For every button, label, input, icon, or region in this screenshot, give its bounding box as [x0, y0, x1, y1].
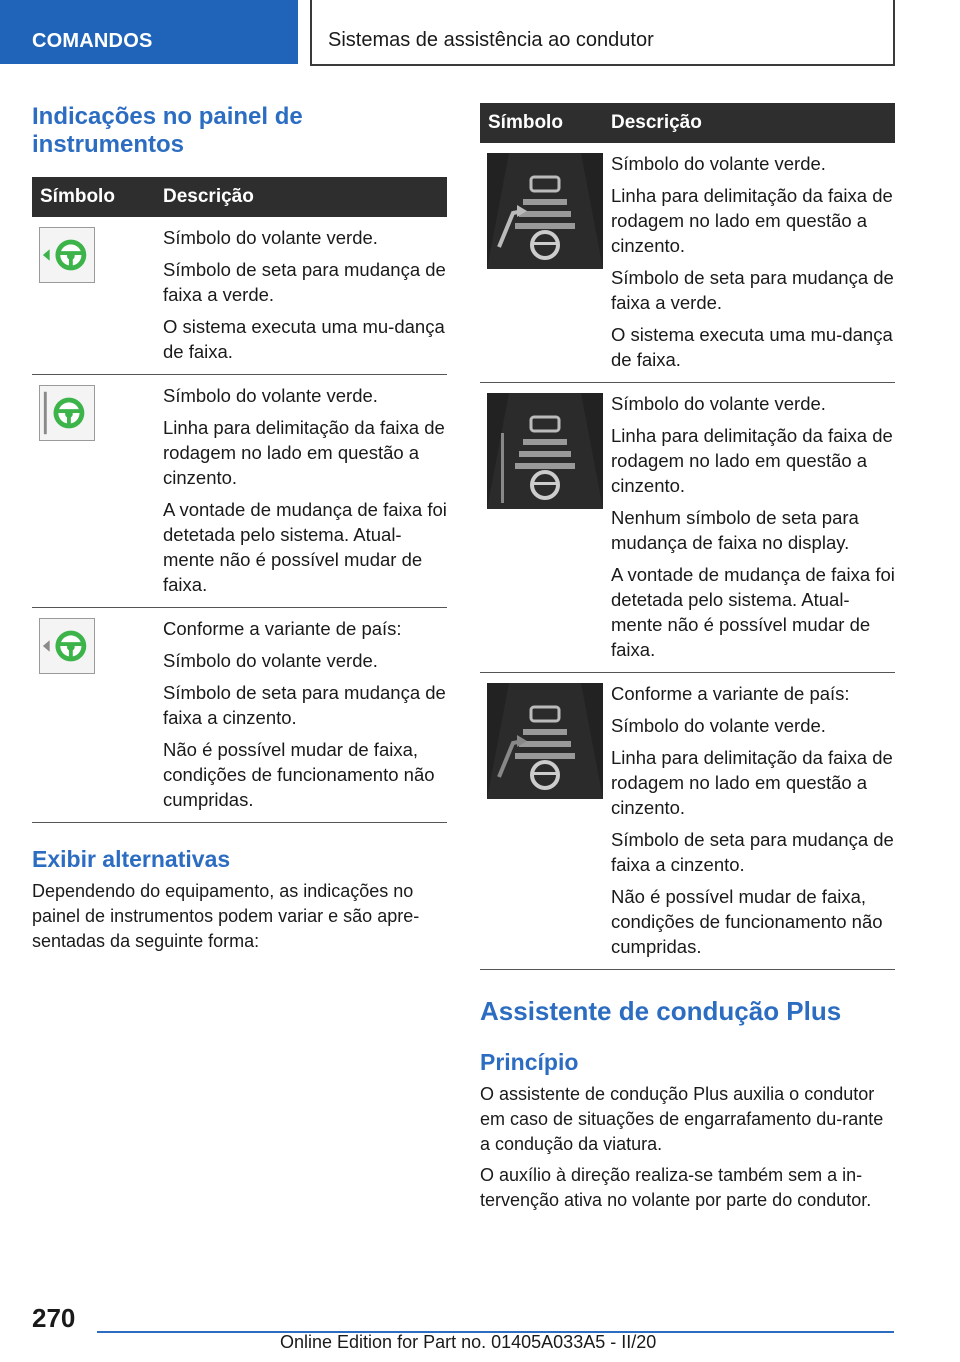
page-header	[0, 0, 960, 66]
lane-change-display-grey-arrow-icon	[487, 683, 603, 799]
steering-wheel-green-arrow-icon	[39, 227, 95, 283]
page-number: 270	[32, 1303, 76, 1333]
left-column	[32, 103, 447, 954]
right-column	[480, 103, 895, 1213]
column-header-description: Descrição	[603, 103, 895, 143]
row-description: Símbolo do volante verde. Símbolo de seta para mudança de faixa a verde. O sistema executa uma mu-dança de faixa.	[155, 217, 447, 375]
paragraph: O assistente de condução Plus auxilia o condutor em caso de situações de engarrafamento du-rante a condução da viatura.	[480, 1084, 884, 1154]
table-row	[32, 217, 447, 375]
subheading-principio: Princípio	[480, 1049, 579, 1075]
row-description: Símbolo do volante verde. Linha para delimitação da faixa de rodagem no lado em questão a cinzento. A vontade de mudança de faixa foi detetada pelo sistema. Atual-mente não é possível mudar de faixa.	[155, 375, 447, 608]
row-description: Conforme a variante de país: Símbolo do volante verde. Linha para delimitação da faixa de rodagem no lado em questão a cinzento. Símbolo de seta para mudança de faixa a cinzento. Não é possível mudar de faixa, condições de funcionamento não cumpridas.	[603, 673, 895, 970]
row-description: Conforme a variante de país: Símbolo do volante verde. Símbolo de seta para mudança de faixa a cinzento. Não é possível mudar de faixa, condições de funcionamento não cumpridas.	[155, 608, 447, 823]
table-row	[32, 608, 447, 823]
column-header-description: Descrição	[155, 177, 447, 217]
lane-change-display-no-arrow-icon	[487, 393, 603, 509]
symbol-table-right	[480, 103, 895, 970]
table-row	[32, 375, 447, 608]
section-heading-assistente: Assistente de condução Plus	[480, 996, 842, 1026]
paragraph: Dependendo do equipamento, as indicações no painel de instrumentos podem variar e são apre-sentadas da seguinte forma:	[32, 881, 420, 951]
paragraph: O auxílio à direção realiza-se também sem a in-tervenção ativa no volante por parte do condutor.	[480, 1165, 872, 1210]
table-row	[480, 383, 895, 673]
section-heading-indicacoes: Indicações no painel de instrumentos	[32, 103, 303, 158]
table-row	[480, 143, 895, 383]
column-header-symbol: Símbolo	[480, 103, 603, 143]
section-tab: COMANDOS	[0, 0, 298, 64]
column-header-symbol: Símbolo	[32, 177, 155, 217]
steering-wheel-grey-arrow-icon	[39, 618, 95, 674]
symbol-table-left	[32, 177, 447, 823]
table-header-row	[32, 177, 447, 217]
edition-note: Online Edition for Part no. 01405A033A5 - II/20	[280, 1332, 657, 1352]
row-description: Símbolo do volante verde. Linha para delimitação da faixa de rodagem no lado em questão a cinzento. Nenhum símbolo de seta para mudança de faixa no display. A vontade de mudança de faixa foi detetada pelo sistema. Atual-mente não é possível mudar de faixa.	[603, 383, 895, 673]
subheading-exibir-alternativas: Exibir alternativas	[32, 846, 231, 872]
lane-change-display-arrow-icon	[487, 153, 603, 269]
chapter-title: Sistemas de assistência ao condutor	[310, 0, 895, 66]
table-row	[480, 673, 895, 970]
steering-wheel-green-line-icon	[39, 385, 95, 441]
table-header-row	[480, 103, 895, 143]
row-description: Símbolo do volante verde. Linha para delimitação da faixa de rodagem no lado em questão a cinzento. Símbolo de seta para mudança de faixa a verde. O sistema executa uma mu-dança de faixa.	[603, 143, 895, 383]
